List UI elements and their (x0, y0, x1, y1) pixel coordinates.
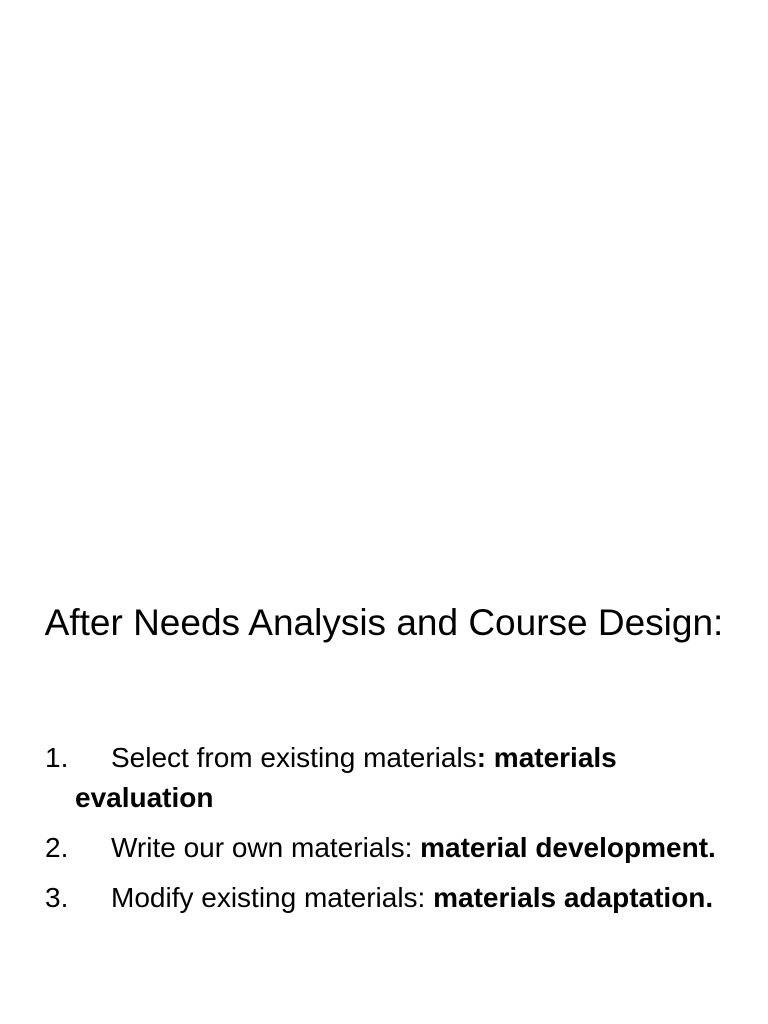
list-item-text: Write our own materials: (111, 832, 421, 863)
list-item (0, 878, 740, 918)
list-item-text: Modify existing materials: (111, 882, 434, 913)
list-item-term: : materials evaluation (75, 742, 617, 813)
list-item-term: materials adaptation. (433, 882, 714, 913)
slide-title: After Needs Analysis and Course Design: (44, 602, 724, 643)
numbered-list (0, 738, 740, 928)
list-item-number: 1. (45, 742, 69, 773)
list-item-number: 3. (45, 882, 69, 913)
list-item-text: Select from existing materials (111, 742, 477, 773)
list-item-number: 2. (45, 832, 69, 863)
list-item (0, 738, 740, 818)
list-item (0, 828, 740, 868)
list-item-term: material development. (420, 832, 716, 863)
